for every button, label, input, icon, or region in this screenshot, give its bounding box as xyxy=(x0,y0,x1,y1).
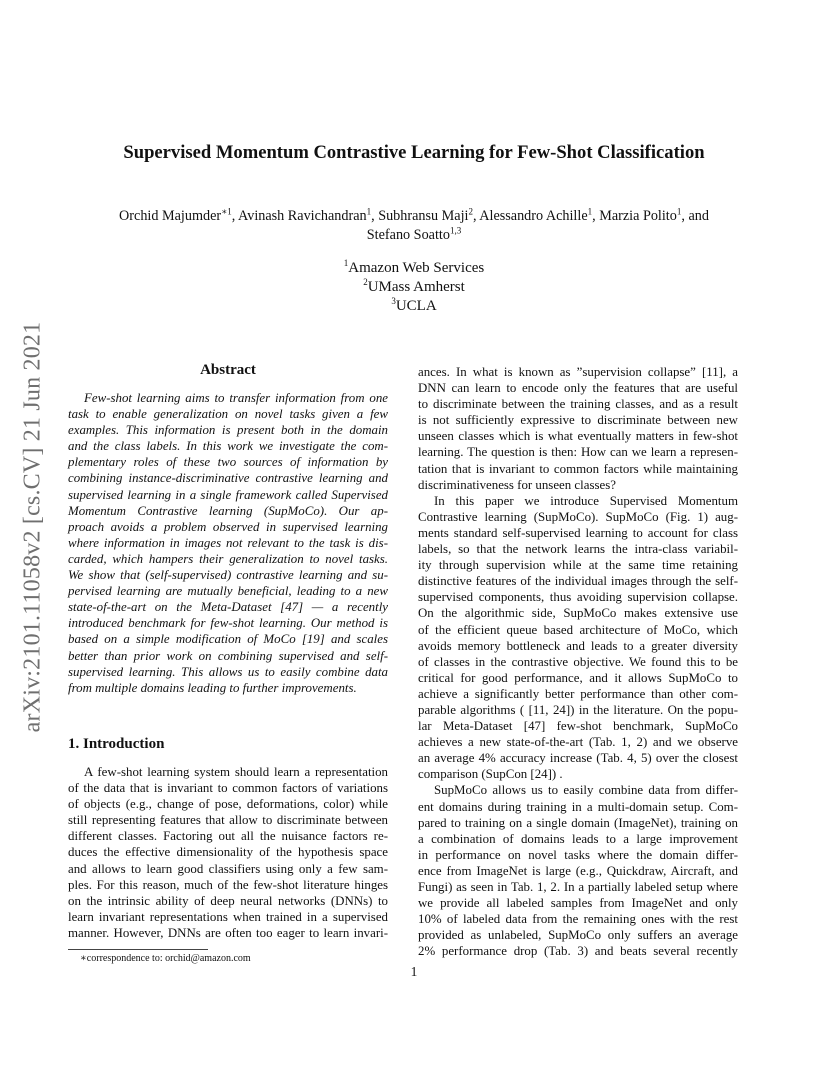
intro-line: ples. For this reason, much of the few-shot literature hinges xyxy=(68,877,388,892)
body-line: in performance on novel tasks where the domain differ- xyxy=(418,847,738,862)
abstract-line: Few-shot learning aims to transfer information from one xyxy=(84,391,388,405)
body-line: discriminativeness for unseen classes? xyxy=(418,477,616,492)
author: Marzia Polito$^1$ xyxy=(599,206,682,224)
body-line: unseen classes which is what eventually matters in few-shot xyxy=(418,429,738,444)
affiliation: $^3$UCLA xyxy=(391,296,437,314)
body-line: SupMoCo allows us to easily combine data from differ- xyxy=(434,783,738,798)
abstract-line: where information in images not relevant to the task is dis- xyxy=(68,535,388,550)
abstract-heading: Abstract xyxy=(200,362,256,378)
abstract-line: We show that (self-supervised) contrastive learning and su- xyxy=(68,568,388,583)
right-column-body xyxy=(418,364,738,959)
abstract-line: carded, which hampers their generalization to novel tasks. xyxy=(68,551,388,566)
intro-line: on the intrinsic ability of deep neural networks (DNNs) to xyxy=(68,893,388,908)
intro-line: still representing features that allow to discriminate between xyxy=(68,813,388,828)
abstract-line: better than prior work on combining supervised and self- xyxy=(68,648,388,663)
abstract-line: from multiple domains leading to further improvements. xyxy=(68,680,357,695)
body-line: ence from ImageNet is large (e.g., Quickdraw, Aircraft, and xyxy=(418,863,738,878)
affiliation: $^2$UMass Amherst xyxy=(363,277,465,295)
intro-line: of objects (e.g., change of pose, deformations, color) while xyxy=(68,797,388,812)
paper-title: Supervised Momentum Contrastive Learning for Few-Shot Classification xyxy=(123,142,705,163)
body-line: provided as unlabeled, SupMoCo only suffers an average xyxy=(418,928,738,943)
abstract-line: state-of-the-art on the Meta-Dataset [47] — a recently xyxy=(68,600,388,615)
abstract-line: Momentum Contrastive learning (SupMoCo). Our ap- xyxy=(68,503,388,518)
body-line: On the algorithmic side, SupMoCo makes extensive use xyxy=(418,606,738,621)
body-line: we provide all labeled samples from ImageNet and only xyxy=(418,896,738,911)
abstract-line: supervised learning. This allows us to easily combine data xyxy=(68,664,388,679)
body-line: parable algorithms ( [11, 24]) in the literature. On the popu- xyxy=(418,702,738,717)
affiliation: $^1$Amazon Web Services xyxy=(343,258,485,276)
body-line: 10% of labeled data from the remaining ones with the rest xyxy=(418,912,738,927)
author: Stefano Soatto$^{1,3}$ xyxy=(366,225,462,243)
body-line: lar Meta-Dataset [47] few-shot benchmark, SupMoCo xyxy=(418,719,738,734)
abstract-line: pervised learning are mutually beneficial, leading to a new xyxy=(68,584,388,599)
body-line: to discriminate between the training classes, and as a result xyxy=(418,397,738,412)
body-line: ent domains during training in a multi-domain setup. Com- xyxy=(418,799,738,814)
abstract-line: based on a simple modification of MoCo [19] and scales xyxy=(68,632,388,647)
body-line: of classes in the contrastive objective. We found this to be xyxy=(418,654,738,669)
body-line: ity through supervision while at the same time retaining xyxy=(418,558,738,573)
intro-line: duces the effective dimensionality of the hypothesis space xyxy=(68,845,388,860)
body-line: learning. The question is then: How can we learn a represen- xyxy=(418,445,738,460)
body-line: an average 4% accuracy increase (Tab. 4, 5) over the closest xyxy=(418,751,738,766)
abstract-line: plementary roles of these two sources of information by xyxy=(68,455,388,470)
body-line: achieve a significantly better performance than other com- xyxy=(418,686,738,701)
abstract-line: combining instance-discriminative contrastive learning and xyxy=(68,471,388,486)
abstract-line: examples. This information is present both in the domain xyxy=(68,423,388,438)
body-line: supervised components, thus avoiding supervision collapse. xyxy=(418,590,738,605)
body-line: achieves a new state-of-the-art (Tab. 1, 2) and we observe xyxy=(418,735,738,750)
intro-line: different classes. Factoring out all the nuisance factors re- xyxy=(68,829,388,844)
body-line: In this paper we introduce Supervised Momentum xyxy=(434,493,738,508)
body-line: labels, so that the network learns the intra-class variabil- xyxy=(418,542,738,557)
body-line: Contrastive learning (SupMoCo). SupMoCo (Fig. 1) aug- xyxy=(418,509,738,524)
intro-line: learn invariant representations when trained in a supervised xyxy=(68,909,388,924)
abstract-line: introduced benchmark for few-shot learning. Our method is xyxy=(68,616,388,631)
author-list: Orchid Majumder$^{∗1}$, Avinash Ravichandran$^1$, Subhransu Maji$^2$, Alessandro Achille$^1$, Marzia Polito$^1$, and Stefano Soatto$^{1,3}$ xyxy=(119,206,709,243)
author: Orchid Majumder$^{∗1}$ xyxy=(119,206,232,224)
body-line: Fungi) as seen in Tab. 1, 2. In a partially labeled setup where xyxy=(418,880,738,894)
abstract-line: supervised learning in a single framework called Supervised xyxy=(68,487,388,502)
intro-line: and allows to learn good classifiers using only a few sam- xyxy=(68,861,388,876)
body-line: pared to training on a single domain (ImageNet), training on xyxy=(418,815,738,830)
intro-line: manner. However, DNNs are often too eager to learn invari- xyxy=(68,925,388,940)
abstract-line: task to enable generalization on novel tasks given a few xyxy=(68,407,388,422)
author: Alessandro Achille$^1$ xyxy=(479,206,593,224)
body-line: critical for good performance, and it allows SupMoCo to xyxy=(418,670,738,685)
body-line: tation that is invariant to common factors while maintaining xyxy=(418,461,738,476)
arxiv-identifier: arXiv:2101.11058v2 [cs.CV] 21 Jun 2021 xyxy=(19,321,46,733)
author: Subhransu Maji$^2$ xyxy=(378,206,473,224)
introduction-body xyxy=(68,764,388,941)
abstract-line: proach avoids a problem observed in supervised learning xyxy=(68,519,388,534)
body-line: ments standard self-supervised learning to account for class xyxy=(418,525,738,540)
body-line: 2% performance drop (Tab. 3) and beats several recently xyxy=(418,944,738,959)
arxiv-sidebar-stamp xyxy=(18,292,48,762)
body-line: DNN can learn to encode only the features that are useful xyxy=(418,381,738,396)
footnote-correspondence: ∗correspondence to: orchid@amazon.com xyxy=(80,953,251,964)
intro-line: A few-shot learning system should learn a representation xyxy=(84,765,388,779)
page-number: 1 xyxy=(410,964,418,979)
footnote-rule xyxy=(68,949,208,950)
body-line: a combination of domains leads to a large improvement xyxy=(418,831,738,846)
body-line: ances. In what is known as ”supervision collapse” [11], a xyxy=(418,365,738,379)
body-line: avoids memory bottleneck and leads to a greater diversity xyxy=(418,638,738,653)
abstract-line: and the class labels. In this work we investigate the com- xyxy=(68,439,388,454)
author: Avinash Ravichandran$^1$ xyxy=(238,206,372,224)
body-line: comparison (SupCon [24]) . xyxy=(418,767,563,782)
body-line: is not sufficiently expressive to discriminate between new xyxy=(418,413,738,428)
abstract-body xyxy=(68,390,388,696)
intro-line: of the data that is invariant to common factors of variations xyxy=(68,781,388,796)
body-line: distinctive features of the individual images through the self- xyxy=(418,574,738,589)
body-line: of the efficient queue based architecture of MoCo, which xyxy=(418,622,738,637)
section-heading-introduction: 1. Introduction xyxy=(68,736,165,752)
